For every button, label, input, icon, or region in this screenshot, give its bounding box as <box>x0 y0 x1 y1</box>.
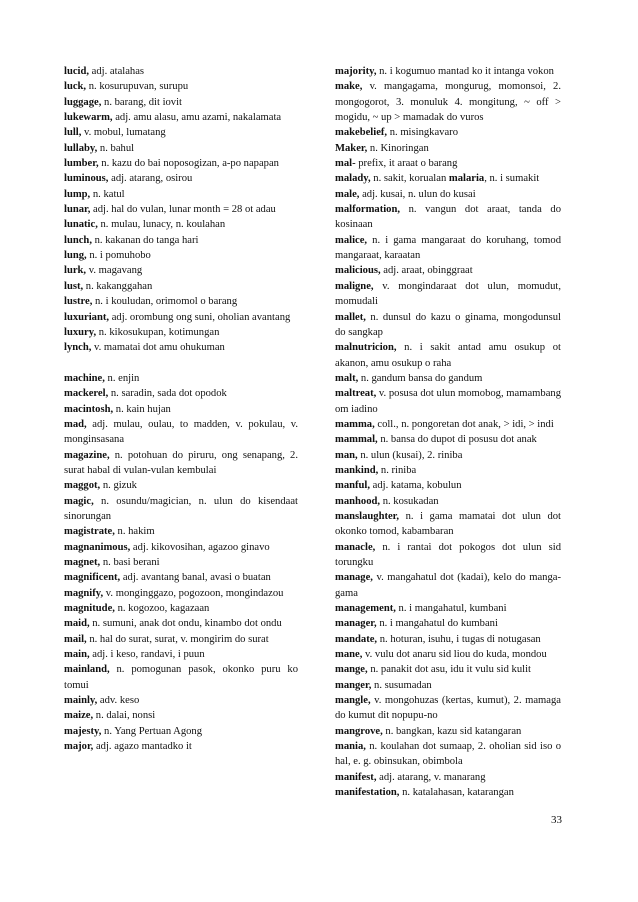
dictionary-entry <box>335 785 561 800</box>
entry-headword: mad, <box>64 418 87 430</box>
dictionary-entry <box>64 708 298 723</box>
entry-definition: prefix, it araat o barang <box>355 158 458 170</box>
entry-definition: n. i mangahatul do kumbani <box>376 618 498 630</box>
dictionary-entry <box>64 524 298 539</box>
entry-definition: adj. katama, kobulun <box>370 480 462 492</box>
entry-headword: magnanimous, <box>64 541 131 553</box>
entry-definition: , n. i sumakit <box>484 173 540 185</box>
entry-headword: malnutricion, <box>335 342 397 354</box>
entry-definition: n. panakit dot asu, idu it vulu sid kulit <box>367 664 531 676</box>
entry-definition: n. bahul <box>97 142 135 154</box>
entry-headword: Maker, <box>335 142 368 154</box>
entry-definition: v. mangagama, mongurug, momonsoi, 2. mongogorot, 3. monuluk 4. mongitung, ~ off > mogidu, ~ up > mamadak do vuros <box>335 81 561 124</box>
dictionary-entry <box>64 417 298 448</box>
entry-definition: n. kosukadan <box>380 495 439 507</box>
entry-headword: main, <box>64 649 90 661</box>
entry-definition: n. misingkavaro <box>387 127 458 139</box>
dictionary-entry <box>64 647 298 662</box>
dictionary-entry <box>64 601 298 616</box>
page-number: 33 <box>551 814 562 826</box>
entry-definition: adj. kikovosihan, agazoo ginavo <box>130 541 270 553</box>
dictionary-entry <box>64 540 298 555</box>
entry-definition: n. i gama mangaraat do koruhang, tomod mangaraat, karaatan <box>335 234 561 262</box>
entry-headword: magnificent, <box>64 572 121 584</box>
dictionary-entry <box>64 386 298 401</box>
entry-definition: n. Yang Pertuan Agong <box>101 725 203 737</box>
entry-headword: manful, <box>335 480 371 492</box>
entry-definition: n. riniba <box>378 464 417 476</box>
dictionary-entry <box>335 340 561 371</box>
entry-headword: mackerel, <box>64 388 109 400</box>
dictionary-entry <box>335 417 561 432</box>
entry-headword: mangle, <box>335 695 371 707</box>
dictionary-entry <box>335 79 561 125</box>
entry-headword: maid, <box>64 618 90 630</box>
entry-definition: adj. orombung ong suni, oholian avantang <box>109 311 291 323</box>
entry-headword: mange, <box>335 664 368 676</box>
dictionary-entry <box>335 156 561 171</box>
entry-definition: n. gandum bansa do gandum <box>358 372 483 384</box>
entry-headword: manifestation, <box>335 787 400 799</box>
right-column <box>335 64 561 801</box>
entry-definition: n. i kogumuo mantad ko it intanga vokon <box>376 66 554 77</box>
dictionary-entry <box>335 187 561 202</box>
dictionary-entry <box>335 770 561 785</box>
entry-headword: luminous, <box>64 173 109 185</box>
entry-headword: maltreat, <box>335 388 377 400</box>
dictionary-entry <box>64 79 298 94</box>
entry-headword: lunar, <box>64 204 91 216</box>
entry-definition: adj. atarang, osirou <box>108 173 193 185</box>
left-column <box>64 64 298 754</box>
entry-headword: lump, <box>64 188 91 200</box>
entry-definition: n. kikosukupan, kotimungan <box>96 326 220 338</box>
entry-definition: n. potohuan do piruru, ong senapang, 2. surat habal di vulan-vulan kembulai <box>64 449 298 476</box>
section-gap <box>64 356 298 371</box>
entry-definition: n. kosurupuvan, surupu <box>86 81 189 93</box>
entry-definition: n. vangun dot araat, tanda do kosinaan <box>335 204 561 231</box>
entry-definition: n. barang, dit iovit <box>101 96 182 108</box>
entry-definition: n. Kinoringan <box>367 142 429 154</box>
entry-definition: v. mamatai dot amu ohukuman <box>91 342 225 354</box>
entry-definition: adj. mulau, oulau, to madden, v. pokulau, v. monginsasana <box>64 418 298 446</box>
dictionary-entry <box>335 662 561 677</box>
dictionary-entry <box>335 233 561 264</box>
entry-headword: mallet, <box>335 311 366 323</box>
entry-definition: n. pomogunan pasok, okonko puru ko tomui <box>64 664 298 691</box>
entry-headword: malicious, <box>335 265 381 277</box>
dictionary-entry <box>64 662 298 693</box>
entry-definition: adj. amu alasu, amu azami, nakalamata <box>112 112 282 124</box>
dictionary-entry <box>335 310 561 341</box>
dictionary-entry <box>335 724 561 739</box>
entry-headword: man, <box>335 449 358 461</box>
dictionary-entry <box>335 494 561 509</box>
entry-headword: major, <box>64 741 94 753</box>
dictionary-entry <box>64 64 298 79</box>
dictionary-entry <box>335 678 561 693</box>
dictionary-entry <box>335 739 561 770</box>
entry-headword: mania, <box>335 741 366 753</box>
dictionary-entry <box>64 448 298 479</box>
dictionary-entry <box>64 95 298 110</box>
dictionary-entry <box>64 279 298 294</box>
dictionary-entry <box>64 187 298 202</box>
entry-definition: adj. atarang, v. manarang <box>376 771 486 783</box>
entry-definition: adj. i keso, randavi, i puun <box>89 649 205 661</box>
dictionary-entry <box>335 371 561 386</box>
dictionary-entry <box>335 463 561 478</box>
entry-definition: n. basi berani <box>100 557 160 568</box>
entry-headword: mandate, <box>335 633 378 645</box>
dictionary-entry <box>335 632 561 647</box>
entry-definition: n. bangkan, kazu sid katangaran <box>382 725 522 737</box>
entry-headword: macintosh, <box>64 403 114 415</box>
entry-headword: luxuriant, <box>64 311 110 323</box>
entry-headword: lunatic, <box>64 219 98 231</box>
entry-headword: malformation, <box>335 204 401 216</box>
entry-headword: manacle, <box>335 541 376 553</box>
entry-headword: lust, <box>64 280 84 292</box>
entry-definition: n. i pomuhobo <box>86 250 151 262</box>
dictionary-entry <box>64 233 298 248</box>
entry-definition: n. kakanggahan <box>83 280 153 292</box>
entry-headword: maize, <box>64 710 94 722</box>
entry-headword: manger, <box>335 679 372 691</box>
dictionary-entry <box>64 248 298 263</box>
entry-definition: n. dalai, nonsi <box>93 710 156 722</box>
dictionary-entry <box>64 494 298 525</box>
dictionary-entry <box>64 478 298 493</box>
entry-headword: manhood, <box>335 495 381 507</box>
entry-headword: manslaughter, <box>335 510 400 522</box>
entry-definition: adj. avantang banal, avasi o buatan <box>120 572 271 584</box>
entry-definition: v. mangahatul dot (kadai), kelo do manga- gama <box>335 572 561 599</box>
entry-headword: lucid, <box>64 66 90 77</box>
dictionary-entry <box>335 601 561 616</box>
entry-headword: magic, <box>64 495 94 507</box>
dictionary-entry <box>64 616 298 631</box>
entry-definition: n. koulahan dot sumaap, 2. oholian sid iso o hal, e. g. obinsukan, obimbola <box>335 741 561 768</box>
dictionary-entry <box>335 202 561 233</box>
entry-definition: n. hakim <box>114 526 155 538</box>
entry-definition: v. mongohuzas (kertas, kumut), 2. mamaga do kumut dit nopupu-no <box>335 695 561 722</box>
entry-headword: magnet, <box>64 557 101 568</box>
entry-headword: mane, <box>335 649 363 661</box>
entry-definition: n. saradin, sada dot opodok <box>108 388 227 400</box>
entry-definition: adj. hal do vulan, lunar month = 28 ot adau <box>90 204 276 216</box>
dictionary-entry <box>64 724 298 739</box>
entry-headword: make, <box>335 81 363 93</box>
entry-headword: lull, <box>64 127 82 139</box>
entry-definition: v. monginggazo, pogozoon, mongindazou <box>103 587 284 599</box>
entry-headword: lustre, <box>64 296 93 308</box>
dictionary-entry <box>335 647 561 662</box>
dictionary-entry <box>335 448 561 463</box>
entry-definition: n. kogozoo, kagazaan <box>114 603 210 615</box>
dictionary-entry <box>64 263 298 278</box>
entry-definition: n. gizuk <box>100 480 137 492</box>
entry-headword: lunch, <box>64 234 92 246</box>
entry-headword: luck, <box>64 81 87 93</box>
dictionary-entry <box>64 570 298 585</box>
entry-definition: n. hoturan, isuhu, i tugas di notugasan <box>377 633 541 645</box>
entry-headword: magazine, <box>64 449 110 461</box>
entry-definition: n. kain hujan <box>113 403 171 415</box>
entry-headword: malice, <box>335 234 368 246</box>
dictionary-entry <box>335 509 561 540</box>
dictionary-entry <box>335 693 561 724</box>
entry-definition: n. susumadan <box>371 679 432 691</box>
entry-headword: majesty, <box>64 725 102 737</box>
entry-definition: n. i mangahatul, kumbani <box>395 603 507 615</box>
dictionary-entry <box>335 570 561 601</box>
entry-headword: lullaby, <box>64 142 98 154</box>
entry-headword: luxury, <box>64 326 97 338</box>
entry-headword: lurk, <box>64 265 87 277</box>
dictionary-entry <box>64 310 298 325</box>
entry-definition: n. katalahasan, katarangan <box>399 787 514 799</box>
entry-definition: n. i sakit antad amu osukup ot akanon, amu osukup o raha <box>335 342 561 369</box>
dictionary-entry <box>64 632 298 647</box>
dictionary-entry <box>335 64 561 79</box>
entry-headword: male, <box>335 188 360 200</box>
entry-headword: magistrate, <box>64 526 115 538</box>
entry-headword: mal- <box>335 158 356 170</box>
entry-headword: manager, <box>335 618 377 630</box>
dictionary-entry <box>335 478 561 493</box>
entry-definition: v. mongindaraat dot ulun, momudut, momudali <box>335 280 561 308</box>
dictionary-entry <box>64 110 298 125</box>
dictionary-entry <box>64 555 298 570</box>
dictionary-entry <box>64 217 298 232</box>
entry-headword: manifest, <box>335 771 377 783</box>
entry-headword: mainly, <box>64 695 98 707</box>
dictionary-entry <box>335 141 561 156</box>
entry-headword: majority, <box>335 66 377 77</box>
dictionary-entry <box>64 340 298 355</box>
dictionary-entry <box>64 202 298 217</box>
entry-definition: adv. keso <box>97 695 140 707</box>
entry-definition: adj. araat, obinggraat <box>380 265 473 277</box>
entry-headword: mamma, <box>335 418 375 430</box>
entry-definition: adj. atalahas <box>89 66 145 77</box>
entry-definition: n. sakit, korualan <box>370 173 449 185</box>
entry-definition: n. hal do surat, surat, v. mongirim do surat <box>86 633 269 645</box>
entry-definition: n. sumuni, anak dot ondu, kinambo dot ondu <box>89 618 282 630</box>
entry-definition: coll., n. pongoretan dot anak, > idi, > indi <box>374 418 554 430</box>
dictionary-entry <box>335 279 561 310</box>
entry-definition: n. kakanan do tanga hari <box>91 234 199 246</box>
entry-headword: malady, <box>335 173 371 185</box>
entry-headword: magnitude, <box>64 603 115 615</box>
entry-definition: n. i kouludan, orimomol o barang <box>92 296 238 308</box>
entry-headword: mainland, <box>64 664 110 676</box>
entry-headword: maligne, <box>335 280 374 292</box>
entry-headword: mangrove, <box>335 725 383 737</box>
dictionary-entry <box>64 739 298 754</box>
entry-headword: makebelief, <box>335 127 388 139</box>
dictionary-entry <box>64 586 298 601</box>
entry-headword: mammal, <box>335 434 378 446</box>
dictionary-entry <box>64 294 298 309</box>
dictionary-entry <box>64 693 298 708</box>
entry-definition: n. i rantai dot pokogos dot ulun sid torungku <box>335 541 561 568</box>
dictionary-entry <box>64 402 298 417</box>
entry-definition: v. vulu dot anaru sid liou do kuda, mondou <box>362 649 547 661</box>
entry-definition: n. ulun (kusai), 2. riniba <box>357 449 463 461</box>
entry-headword: management, <box>335 603 396 615</box>
dictionary-entry <box>335 386 561 417</box>
dictionary-entry <box>335 125 561 140</box>
entry-definition: v. magavang <box>86 265 143 277</box>
dictionary-entry <box>335 540 561 571</box>
dictionary-entry <box>335 616 561 631</box>
entry-headword: mankind, <box>335 464 379 476</box>
dictionary-entry <box>64 371 298 386</box>
entry-headword: machine, <box>64 372 105 384</box>
entry-definition: n. i gama mamatai dot ulun dot okonko tomod, kabambaran <box>335 510 561 538</box>
entry-headword: luggage, <box>64 96 102 108</box>
dictionary-entry <box>64 156 298 171</box>
entry-definition: v. posusa dot ulun momobog, mamambang om iadino <box>335 388 561 415</box>
entry-headword: lukewarm, <box>64 112 113 124</box>
dictionary-entry <box>335 171 561 186</box>
entry-definition: n. enjin <box>104 372 140 384</box>
entry-headword: lumber, <box>64 158 99 170</box>
dictionary-entry <box>64 125 298 140</box>
entry-definition: n. bansa do dupot di posusu dot anak <box>377 434 537 446</box>
entry-headword: lynch, <box>64 342 92 354</box>
entry-definition: adj. agazo mantadko it <box>93 741 192 753</box>
entry-headword: mail, <box>64 633 87 645</box>
entry-definition: adj. kusai, n. ulun do kusai <box>359 188 476 200</box>
entry-definition: n. katul <box>90 188 125 200</box>
dictionary-entry <box>335 432 561 447</box>
entry-headword: malt, <box>335 372 359 384</box>
dictionary-entry <box>64 141 298 156</box>
entry-headword: malaria <box>448 173 485 185</box>
entry-headword: magnify, <box>64 587 104 599</box>
entry-headword: manage, <box>335 572 373 584</box>
entry-definition: n. osundu/magician, n. ulun do kisendaat sinorungan <box>64 495 298 522</box>
dictionary-entry <box>64 325 298 340</box>
entry-definition: n. kazu do bai noposogizan, a-po napapan <box>98 158 279 170</box>
entry-definition: n. mulau, lunacy, n. koulahan <box>97 219 226 231</box>
entry-headword: lung, <box>64 250 87 262</box>
dictionary-entry <box>64 171 298 186</box>
entry-definition: v. mobul, lumatang <box>81 127 166 139</box>
entry-headword: maggot, <box>64 480 101 492</box>
dictionary-entry <box>335 263 561 278</box>
entry-definition: n. dunsul do kazu o ginama, mongodunsul do sangkap <box>335 311 561 338</box>
